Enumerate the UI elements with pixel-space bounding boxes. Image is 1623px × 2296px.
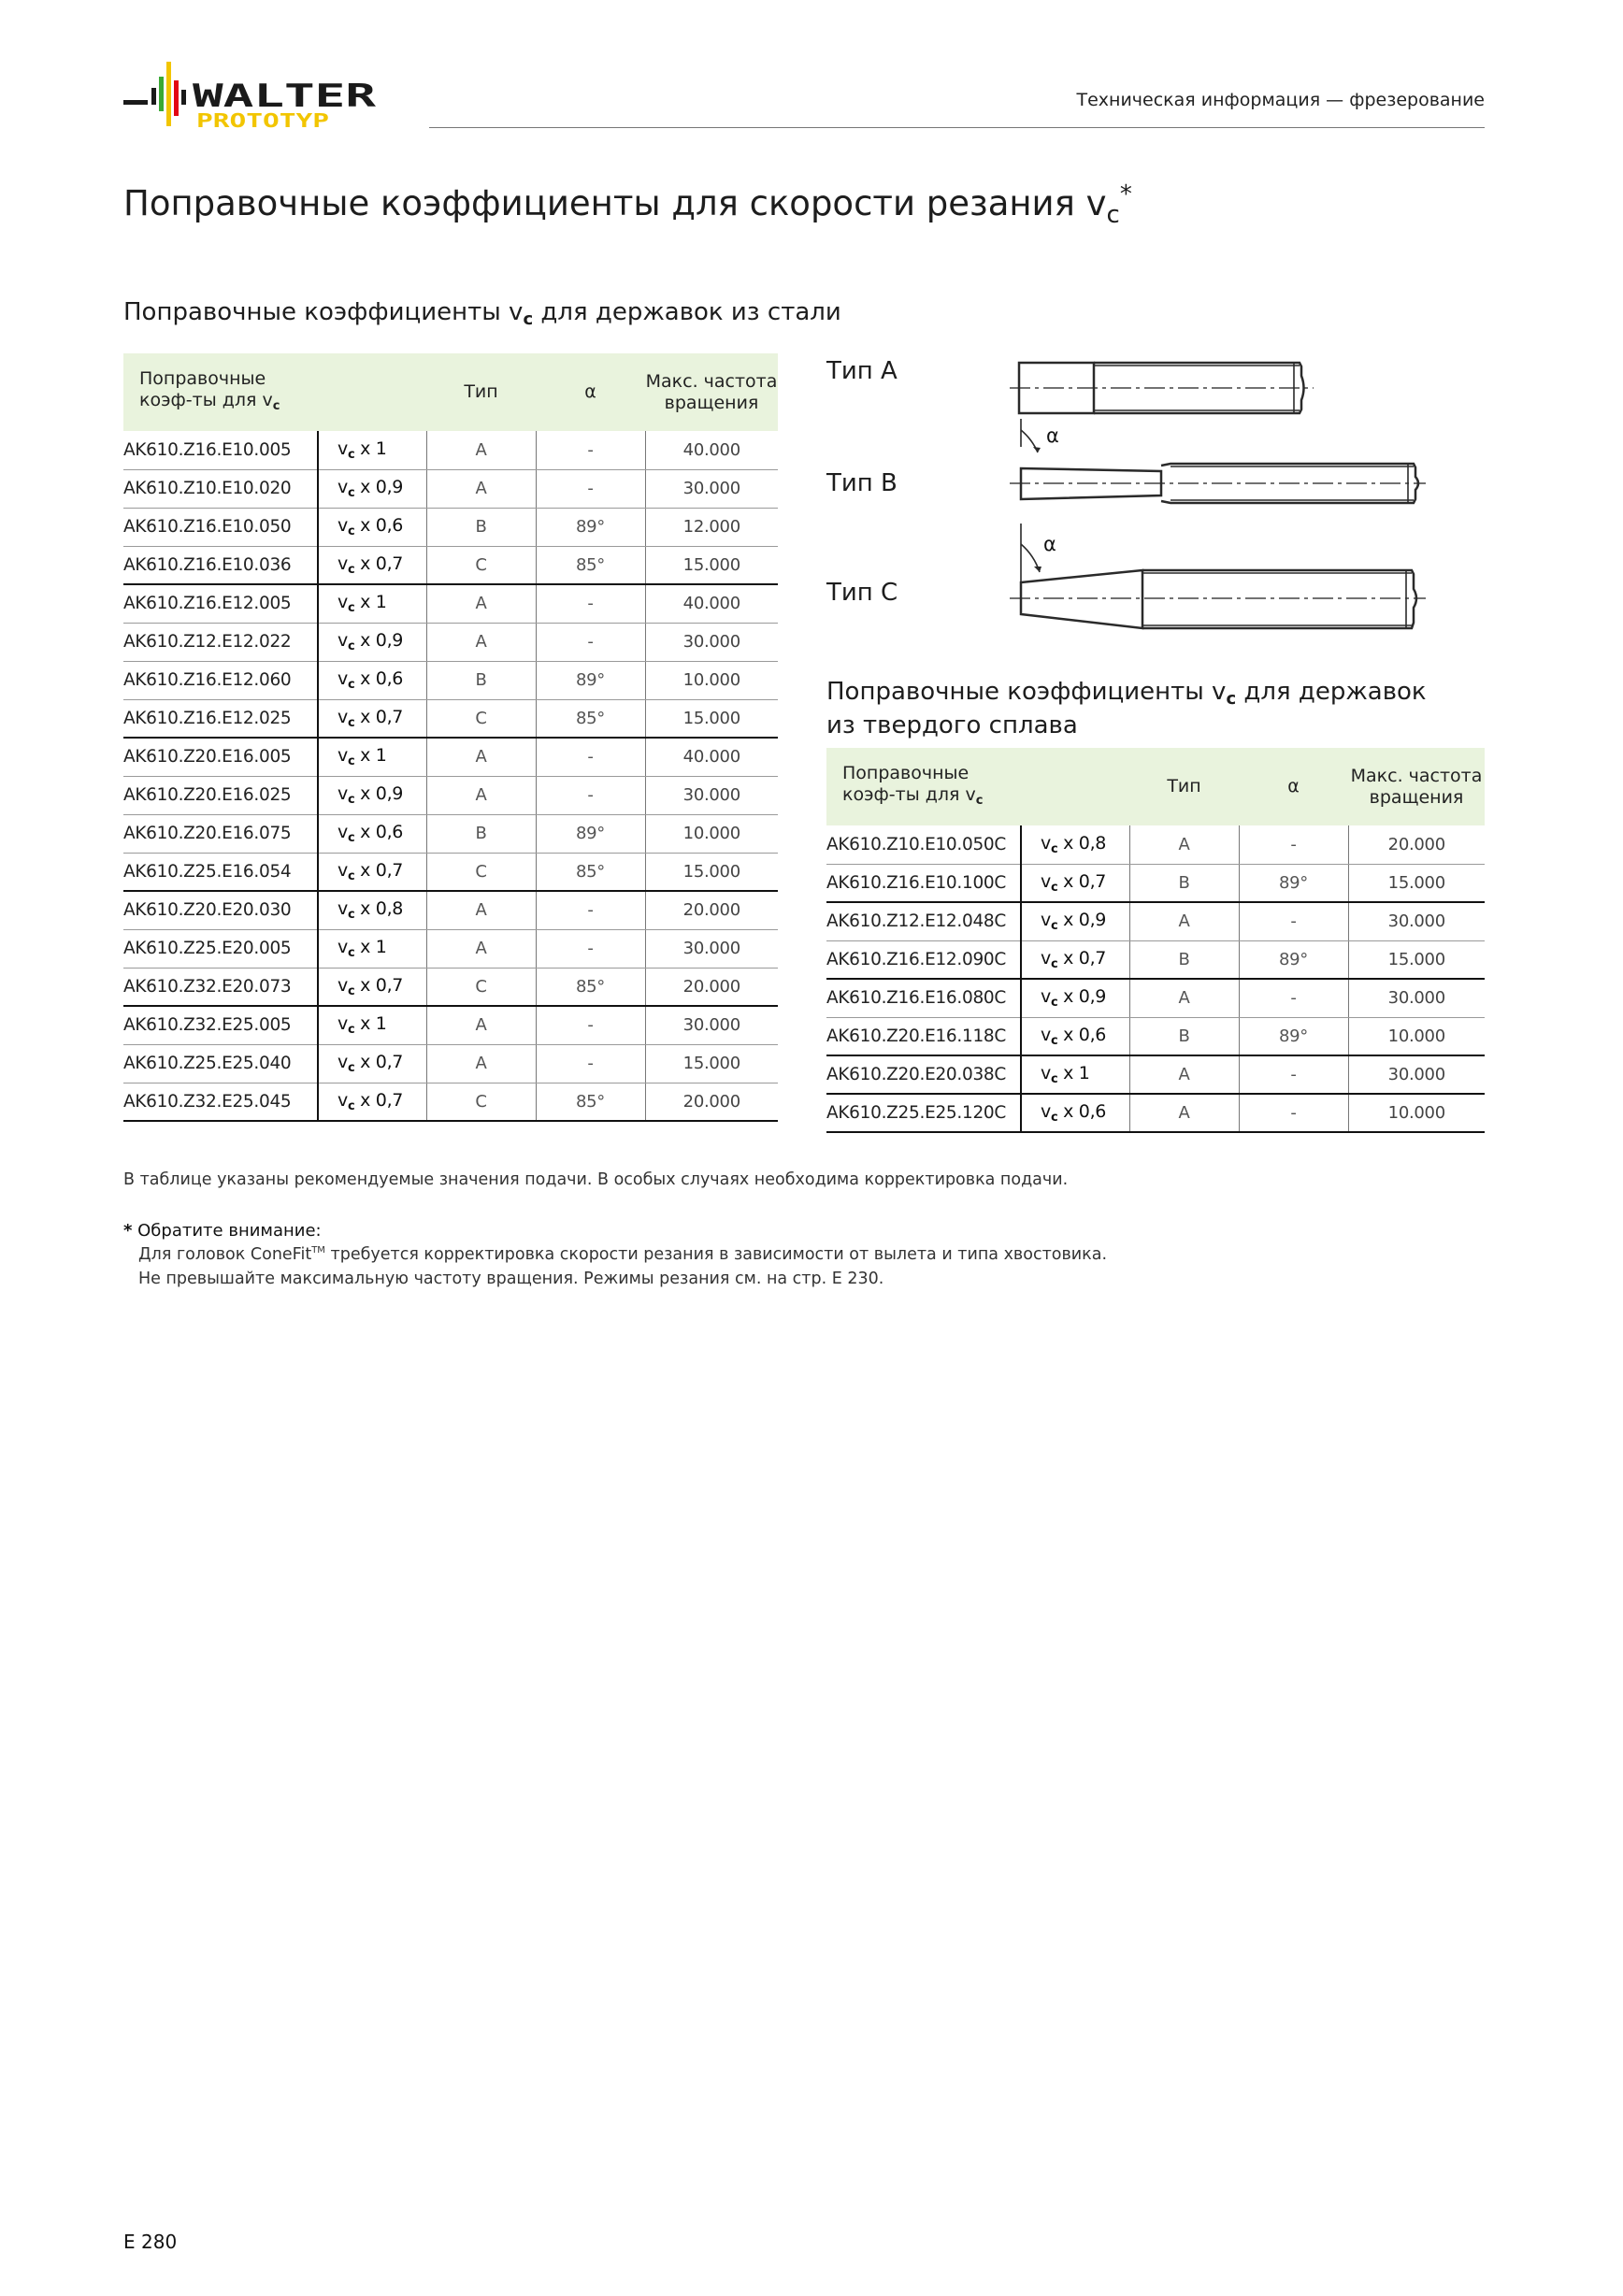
cell-rpm: 20.000: [1348, 825, 1485, 864]
vc-symbol: v: [338, 745, 348, 767]
cell-type: C: [426, 968, 536, 1006]
cell-code: AK610.Z10.E10.050C: [826, 825, 1021, 864]
vc-symbol: v: [1041, 947, 1051, 969]
vc-subscript: c: [347, 1023, 355, 1038]
cell-alpha: -: [1239, 902, 1348, 940]
cell-type: C: [426, 546, 536, 584]
cell-rpm: 15.000: [645, 699, 778, 738]
vc-subscript: c: [347, 793, 355, 807]
vc-subscript: c: [347, 447, 355, 462]
table-row: [123, 968, 778, 1006]
table-row: [123, 469, 778, 508]
cell-alpha: 85°: [536, 853, 645, 891]
steel-title-text-after: для державок из стали: [533, 298, 841, 326]
type-c-label: Тип C: [826, 579, 898, 607]
cell-type: A: [426, 1044, 536, 1083]
steel-title-sub: c: [523, 309, 534, 329]
table-row: [123, 508, 778, 546]
cell-rpm: 40.000: [645, 431, 778, 469]
vc-symbol: v: [338, 898, 348, 920]
header-divider: [429, 127, 1485, 128]
cell-alpha: 89°: [1239, 940, 1348, 979]
factor-value: x 0,7: [354, 1089, 404, 1111]
cell-alpha: -: [536, 469, 645, 508]
cell-type: B: [426, 661, 536, 699]
cell-type: A: [426, 1006, 536, 1044]
cell-type: A: [426, 469, 536, 508]
cell-rpm: 30.000: [1348, 979, 1485, 1017]
cell-factor: [318, 546, 426, 584]
vc-subscript: c: [347, 1061, 355, 1075]
cell-rpm: 15.000: [1348, 864, 1485, 902]
cell-alpha: 89°: [1239, 864, 1348, 902]
cell-type: A: [1129, 1094, 1239, 1132]
cell-code: AK610.Z16.E10.005: [123, 431, 318, 469]
cell-factor: [1021, 864, 1129, 902]
cell-rpm: 30.000: [1348, 902, 1485, 940]
vc-symbol: v: [338, 477, 348, 497]
attention-line1-rest: требуется корректировка скорости резания в зависимости от вылета и типа хвостовика.: [324, 1245, 1108, 1264]
vc-symbol: v: [338, 552, 348, 574]
factor-value: x 0,7: [354, 1052, 404, 1072]
cell-code: AK610.Z16.E10.036: [123, 546, 318, 584]
cell-factor: [318, 776, 426, 814]
vc-symbol: v: [1041, 870, 1051, 892]
vc-subscript: c: [347, 908, 355, 923]
factor-value: x 0,9: [354, 477, 404, 497]
cell-code: AK610.Z32.E20.073: [123, 968, 318, 1006]
table-row: [826, 1094, 1485, 1132]
cell-alpha: -: [536, 623, 645, 661]
cell-factor: [1021, 1017, 1129, 1055]
logo-bars-icon: [123, 58, 404, 133]
cell-type: B: [1129, 940, 1239, 979]
cell-factor: [318, 431, 426, 469]
table-row: [123, 738, 778, 776]
vc-subscript: c: [347, 715, 355, 730]
cell-factor: [318, 584, 426, 623]
cell-code: AK610.Z25.E25.120C: [826, 1094, 1021, 1132]
factor-value: x 1: [354, 745, 387, 767]
page-title-text: Поправочные коэффициенты для скорости резания v: [123, 183, 1107, 223]
cell-type: A: [1129, 1055, 1239, 1094]
table-row: [123, 1083, 778, 1121]
factor-value: x 0,9: [354, 783, 404, 804]
vc-subscript: c: [347, 678, 355, 692]
cell-rpm: 15.000: [1348, 940, 1485, 979]
cell-factor: [1021, 1055, 1129, 1094]
cell-type: B: [1129, 1017, 1239, 1055]
table-row: [123, 776, 778, 814]
cell-code: AK610.Z25.E16.054: [123, 853, 318, 891]
col-header-rpm: [645, 353, 778, 431]
factor-value: x 0,7: [354, 974, 404, 996]
cell-alpha: 89°: [536, 508, 645, 546]
table-row: [826, 979, 1485, 1017]
vc-symbol: v: [338, 974, 348, 996]
col-header-coef-sub: c: [272, 398, 280, 413]
cell-alpha: 85°: [536, 546, 645, 584]
col-header-alpha: α: [1287, 776, 1300, 796]
cell-code: AK610.Z20.E20.038C: [826, 1055, 1021, 1094]
cell-code: AK610.Z16.E12.025: [123, 699, 318, 738]
cell-factor: [318, 469, 426, 508]
table-row: [123, 546, 778, 584]
logo-subword: PROTOTYP: [196, 109, 329, 132]
cell-type: A: [426, 584, 536, 623]
page-number: E 280: [123, 2231, 178, 2253]
cell-code: AK610.Z20.E16.075: [123, 814, 318, 853]
cell-code: AK610.Z20.E16.025: [123, 776, 318, 814]
vc-symbol: v: [338, 937, 348, 957]
col-header-coef-sub: c: [975, 793, 984, 808]
cell-factor: [318, 968, 426, 1006]
factor-value: x 0,6: [1057, 1101, 1107, 1122]
cell-type: A: [426, 738, 536, 776]
cell-factor: [1021, 825, 1129, 864]
cell-rpm: 20.000: [645, 891, 778, 929]
vc-symbol: v: [1041, 832, 1051, 854]
cell-code: AK610.Z12.E12.022: [123, 623, 318, 661]
type-a-shank-drawing: [1010, 355, 1318, 421]
cell-code: AK610.Z16.E10.050: [123, 508, 318, 546]
cell-type: A: [426, 776, 536, 814]
cell-factor: [318, 853, 426, 891]
trademark-mark: TM: [311, 1245, 325, 1256]
cell-type: B: [426, 508, 536, 546]
vc-symbol: v: [1041, 910, 1051, 931]
steel-table-body: [123, 431, 778, 1121]
table-row: [826, 940, 1485, 979]
cell-rpm: 30.000: [645, 929, 778, 968]
table-row: [123, 623, 778, 661]
carbide-table-body: [826, 825, 1485, 1132]
factor-value: x 0,9: [354, 630, 404, 651]
col-header-rpm-line1: Макс. частота: [645, 370, 778, 392]
table-row: [123, 584, 778, 623]
col-header-coef-line1: Поправочные: [842, 762, 969, 783]
vc-subscript: c: [347, 868, 355, 883]
cell-factor: [318, 891, 426, 929]
cell-alpha: 85°: [536, 699, 645, 738]
cell-type: A: [426, 929, 536, 968]
factor-value: x 0,7: [1057, 947, 1107, 969]
cell-factor: [318, 814, 426, 853]
vc-subscript: c: [1050, 956, 1058, 971]
factor-value: x 1: [354, 438, 387, 459]
vc-subscript: c: [347, 754, 355, 769]
vc-subscript: c: [347, 946, 355, 960]
cell-alpha: 85°: [536, 1083, 645, 1121]
cell-factor: [1021, 940, 1129, 979]
carbide-coefficients-table: [826, 748, 1485, 1133]
col-header-rpm-line1: Макс. частота: [1350, 765, 1483, 786]
page-title: [123, 180, 1132, 229]
factor-value: x 0,6: [354, 668, 404, 689]
cell-factor: [1021, 902, 1129, 940]
vc-subscript: c: [1050, 1033, 1058, 1048]
cell-factor: [318, 623, 426, 661]
vc-subscript: c: [347, 562, 355, 577]
vc-subscript: c: [347, 486, 355, 500]
factor-value: x 1: [354, 937, 387, 957]
cell-alpha: -: [536, 776, 645, 814]
cell-rpm: 15.000: [645, 1044, 778, 1083]
cell-alpha: -: [536, 891, 645, 929]
cell-alpha: 85°: [536, 968, 645, 1006]
table-row: [826, 902, 1485, 940]
col-header-coef: [123, 353, 426, 431]
col-header-rpm-line2: вращения: [1369, 786, 1464, 808]
cell-rpm: 30.000: [645, 776, 778, 814]
attention-note-line1: [138, 1245, 1107, 1264]
factor-value: x 0,6: [354, 822, 404, 842]
cell-alpha: -: [1239, 825, 1348, 864]
table-row: [123, 661, 778, 699]
carbide-title-line2: из твердого сплава: [826, 711, 1078, 739]
factor-value: x 0,7: [354, 706, 404, 727]
vc-symbol: v: [1041, 1101, 1051, 1122]
vc-symbol: v: [1041, 1063, 1051, 1083]
factor-value: x 0,9: [1057, 910, 1107, 931]
table-row: [123, 431, 778, 469]
cell-code: AK610.Z20.E20.030: [123, 891, 318, 929]
cell-rpm: 10.000: [645, 661, 778, 699]
table-row: [826, 1055, 1485, 1094]
cell-type: A: [1129, 979, 1239, 1017]
vc-symbol: v: [338, 783, 348, 804]
vc-subscript: c: [347, 831, 355, 845]
cell-rpm: 12.000: [645, 508, 778, 546]
cell-code: AK610.Z16.E12.090C: [826, 940, 1021, 979]
type-c-alpha-label: α: [1043, 533, 1056, 555]
vc-symbol: v: [1041, 986, 1051, 1008]
logo-wordmark: WALTER: [193, 78, 377, 115]
vc-symbol: v: [338, 630, 348, 651]
cell-type: B: [426, 814, 536, 853]
cell-code: AK610.Z25.E20.005: [123, 929, 318, 968]
vc-symbol: v: [338, 515, 348, 536]
cell-rpm: 30.000: [645, 1006, 778, 1044]
feed-note: В таблице указаны рекомендуемые значения подачи. В особых случаях необходима корректировка подачи.: [123, 1170, 1069, 1189]
cell-code: AK610.Z16.E12.060: [123, 661, 318, 699]
vc-subscript: c: [1050, 880, 1058, 895]
table-row: [826, 825, 1485, 864]
cell-rpm: 30.000: [645, 623, 778, 661]
carbide-title-text: Поправочные коэффициенты v: [826, 678, 1227, 706]
cell-code: AK610.Z20.E16.005: [123, 738, 318, 776]
carbide-title-sub: c: [1226, 689, 1237, 709]
cell-rpm: 15.000: [645, 546, 778, 584]
vc-symbol: v: [338, 438, 348, 459]
cell-alpha: -: [536, 1006, 645, 1044]
table-row: [123, 891, 778, 929]
steel-coefficients-table: [123, 353, 778, 1122]
factor-value: x 0,9: [1057, 986, 1107, 1008]
cell-alpha: 89°: [1239, 1017, 1348, 1055]
type-b-label: Тип B: [826, 469, 898, 497]
carbide-title-text-after: для державок: [1236, 678, 1427, 706]
factor-value: x 1: [354, 1013, 387, 1035]
vc-symbol: v: [338, 822, 348, 842]
col-header-rpm-line2: вращения: [664, 392, 759, 413]
table-header-row: [826, 748, 1485, 825]
cell-alpha: -: [536, 738, 645, 776]
cell-type: C: [426, 1083, 536, 1121]
cell-rpm: 20.000: [645, 968, 778, 1006]
vc-subscript: c: [1050, 1111, 1058, 1125]
vc-subscript: c: [347, 983, 355, 998]
cell-alpha: -: [536, 431, 645, 469]
factor-value: x 0,8: [1057, 832, 1107, 854]
cell-factor: [1021, 979, 1129, 1017]
page-title-sub: c: [1106, 201, 1120, 229]
cell-code: AK610.Z16.E12.005: [123, 584, 318, 623]
col-header-coef-line2: коэф-ты для v: [139, 389, 273, 410]
type-b-shank-drawing: [1010, 419, 1430, 512]
col-header-coef: [826, 748, 1129, 825]
cell-type: B: [1129, 864, 1239, 902]
cell-factor: [318, 661, 426, 699]
cell-factor: [318, 699, 426, 738]
cell-type: A: [426, 891, 536, 929]
page-title-footnote-mark: *: [1119, 180, 1132, 208]
cell-rpm: 30.000: [645, 469, 778, 508]
cell-type: A: [1129, 902, 1239, 940]
factor-value: x 0,6: [1057, 1024, 1107, 1045]
cell-alpha: -: [1239, 1055, 1348, 1094]
cell-code: AK610.Z32.E25.005: [123, 1006, 318, 1044]
steel-title-text: Поправочные коэффициенты v: [123, 298, 524, 326]
cell-code: AK610.Z20.E16.118C: [826, 1017, 1021, 1055]
col-header-type: Тип: [464, 381, 498, 402]
cell-factor: [318, 508, 426, 546]
attention-line1-text: Для головок ConeFit: [138, 1245, 312, 1264]
vc-subscript: c: [1050, 1072, 1058, 1086]
cell-alpha: -: [1239, 979, 1348, 1017]
attention-mark: *: [123, 1221, 133, 1241]
cell-rpm: 10.000: [645, 814, 778, 853]
type-a-label: Тип A: [826, 357, 898, 385]
cell-rpm: 10.000: [1348, 1017, 1485, 1055]
table-row: [123, 814, 778, 853]
attention-title: Обратите внимание:: [132, 1221, 322, 1241]
table-row: [123, 1044, 778, 1083]
vc-symbol: v: [338, 1013, 348, 1035]
table-row: [123, 699, 778, 738]
cell-factor: [318, 929, 426, 968]
vc-subscript: c: [347, 601, 355, 616]
col-header-coef-line2: коэф-ты для v: [842, 783, 976, 805]
type-b-alpha-label: α: [1046, 424, 1059, 447]
table-row: [123, 1006, 778, 1044]
cell-alpha: 89°: [536, 814, 645, 853]
col-header-rpm: [1348, 748, 1485, 825]
header-section-label: Техническая информация — фрезерование: [1076, 90, 1485, 110]
steel-section-title: [123, 299, 841, 333]
cell-rpm: 40.000: [645, 738, 778, 776]
table-row: [123, 929, 778, 968]
cell-factor: [1021, 1094, 1129, 1132]
col-header-coef-line1: Поправочные: [139, 367, 266, 389]
cell-type: A: [426, 623, 536, 661]
vc-symbol: v: [338, 1052, 348, 1072]
vc-subscript: c: [1050, 841, 1058, 856]
factor-value: x 0,8: [354, 898, 404, 920]
vc-symbol: v: [338, 592, 348, 613]
vc-subscript: c: [347, 639, 355, 653]
cell-type: A: [426, 431, 536, 469]
cell-rpm: 15.000: [645, 853, 778, 891]
cell-code: AK610.Z16.E16.080C: [826, 979, 1021, 1017]
cell-rpm: 20.000: [645, 1083, 778, 1121]
cell-alpha: 89°: [536, 661, 645, 699]
cell-factor: [318, 738, 426, 776]
table-row: [826, 864, 1485, 902]
cell-type: A: [1129, 825, 1239, 864]
cell-factor: [318, 1006, 426, 1044]
cell-factor: [318, 1044, 426, 1083]
cell-alpha: -: [536, 1044, 645, 1083]
table-header-row: [123, 353, 778, 431]
attention-note-line2: Не превышайте максимальную частоту вращения. Режимы резания см. на стр. E 230.: [138, 1270, 884, 1288]
cell-code: AK610.Z10.E10.020: [123, 469, 318, 508]
col-header-type: Тип: [1167, 776, 1201, 796]
vc-subscript: c: [347, 1098, 355, 1113]
factor-value: x 0,7: [354, 552, 404, 574]
cell-type: C: [426, 699, 536, 738]
factor-value: x 0,7: [354, 859, 404, 881]
factor-value: x 1: [354, 592, 387, 613]
attention-heading: [123, 1221, 322, 1241]
table-row: [123, 853, 778, 891]
vc-subscript: c: [1050, 996, 1058, 1011]
cell-code: AK610.Z32.E25.045: [123, 1083, 318, 1121]
vc-symbol: v: [338, 859, 348, 881]
vc-subscript: c: [1050, 919, 1058, 934]
vc-symbol: v: [338, 706, 348, 727]
cell-code: AK610.Z25.E25.040: [123, 1044, 318, 1083]
vc-symbol: v: [1041, 1024, 1051, 1045]
vc-symbol: v: [338, 1089, 348, 1111]
type-c-shank-drawing: [1010, 524, 1430, 645]
vc-subscript: c: [347, 524, 355, 538]
cell-code: AK610.Z16.E10.100C: [826, 864, 1021, 902]
factor-value: x 0,7: [1057, 870, 1107, 892]
factor-value: x 1: [1057, 1063, 1090, 1083]
cell-rpm: 30.000: [1348, 1055, 1485, 1094]
col-header-alpha: α: [584, 381, 596, 402]
vc-symbol: v: [338, 668, 348, 689]
cell-type: C: [426, 853, 536, 891]
walter-prototyp-logo: [123, 58, 404, 133]
cell-code: AK610.Z12.E12.048C: [826, 902, 1021, 940]
cell-alpha: -: [1239, 1094, 1348, 1132]
factor-value: x 0,6: [354, 515, 404, 536]
cell-alpha: -: [536, 929, 645, 968]
cell-rpm: 10.000: [1348, 1094, 1485, 1132]
cell-factor: [318, 1083, 426, 1121]
cell-alpha: -: [536, 584, 645, 623]
carbide-section-title: [826, 679, 1427, 739]
cell-rpm: 40.000: [645, 584, 778, 623]
table-row: [826, 1017, 1485, 1055]
